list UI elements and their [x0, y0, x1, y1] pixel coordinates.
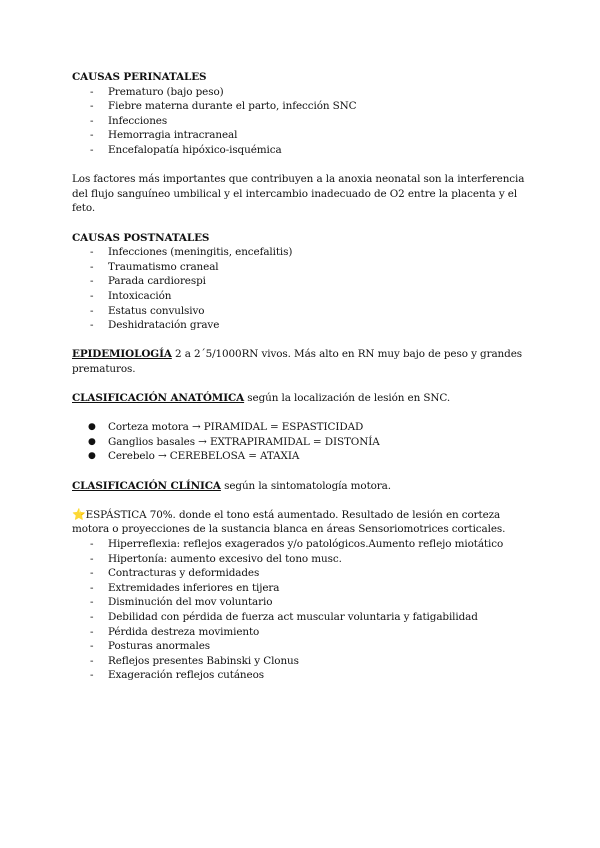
dash-icon: - — [90, 654, 94, 667]
dash-icon: - — [90, 567, 94, 580]
list-item: - Intoxicación — [90, 289, 172, 302]
star-icon: ⭐ — [72, 507, 86, 521]
dash-icon: - — [90, 304, 94, 317]
list-item: - Reflejos presentes Babinski y Clonus — [90, 654, 299, 667]
dash-icon: - — [90, 275, 94, 288]
dash-icon: - — [90, 552, 94, 565]
list-item: - Prematuro (bajo peso) — [90, 85, 224, 98]
espastica-text: ESPÁSTICA 70%. donde el tono está aumentado. Resultado de lesión en corteza motora o proyecciones de la sustancia blanca en áreas Sensoriomotrices corticales. — [72, 508, 506, 536]
list-item: - Traumatismo craneal — [90, 260, 219, 273]
list-item: - Deshidratación grave — [90, 319, 220, 332]
bullet-icon: ● — [88, 422, 96, 433]
list-item: - Extremidades inferiores en tijera — [90, 581, 280, 594]
list-clasificacion-anatomica — [72, 420, 530, 464]
clasificacion-anatomica-paragraph — [72, 391, 530, 406]
dash-icon: - — [90, 625, 94, 638]
epidemiologia-label: EPIDEMIOLOGÍA — [72, 348, 172, 361]
dash-icon: - — [90, 246, 94, 259]
heading-causas-perinatales: CAUSAS PERINATALES — [72, 71, 207, 83]
anoxia-paragraph: Los factores más importantes que contribuyen a la anoxia neonatal son la interferencia del flujo sanguíneo umbilical y el intercambio inadecuado de O2 entre la placenta y el feto. — [72, 173, 525, 215]
dash-icon: - — [90, 669, 94, 682]
list-item: - Posturas anormales — [90, 640, 210, 653]
dash-icon: - — [90, 596, 94, 609]
dash-icon: - — [90, 319, 94, 332]
list-item: - Estatus convulsivo — [90, 304, 205, 317]
document-page — [72, 70, 530, 683]
clasificacion-clinica-label: CLASIFICACIÓN CLÍNICA — [72, 479, 221, 492]
list-item: - Hipertonía: aumento excesivo del tono musc. — [90, 552, 342, 565]
bullet-icon: ● — [88, 451, 96, 462]
dash-icon: - — [90, 260, 94, 273]
dash-icon: - — [90, 640, 94, 653]
list-item: - Exageración reflejos cutáneos — [90, 669, 264, 682]
espastica-paragraph — [72, 508, 530, 537]
clasificacion-clinica-paragraph — [72, 479, 530, 494]
clasificacion-anatomica-text: según la localización de lesión en SNC. — [244, 392, 451, 405]
list-item: ● Cerebelo → CEREBELOSA = ATAXIA — [88, 450, 300, 463]
list-causas-postnatales — [72, 245, 530, 333]
list-item: - Pérdida destreza movimiento — [90, 625, 260, 638]
clasificacion-anatomica-label: CLASIFICACIÓN ANATÓMICA — [72, 392, 245, 405]
heading-causas-postnatales: CAUSAS POSTNATALES — [72, 231, 210, 244]
dash-icon: - — [90, 100, 94, 113]
bullet-icon: ● — [88, 436, 96, 447]
clasificacion-clinica-text: según la sintomatología motora. — [220, 479, 391, 492]
list-espastica — [72, 537, 530, 683]
list-item: - Contracturas y deformidades — [90, 567, 260, 580]
epidemiologia-text: 2 a 2´5/1000RN vivos. Más alto en RN muy bajo de peso y grandes prematuros. — [72, 348, 522, 375]
dash-icon: - — [90, 581, 94, 594]
dash-icon: - — [90, 114, 94, 127]
dash-icon: - — [90, 129, 94, 142]
dash-icon: - — [90, 610, 94, 623]
list-item: - Infecciones — [90, 114, 168, 127]
list-causas-perinatales — [72, 85, 530, 158]
list-item: - Encefalopatía hipóxico-isquémica — [90, 143, 282, 156]
dash-icon: - — [90, 143, 94, 156]
dash-icon: - — [90, 289, 94, 302]
epidemiologia-paragraph — [72, 347, 530, 376]
list-item: ● Corteza motora → PIRAMIDAL = ESPASTICIDAD — [88, 421, 364, 434]
dash-icon: - — [90, 85, 94, 98]
list-item: - Disminución del mov voluntario — [90, 596, 273, 609]
list-item: - Infecciones (meningitis, encefalitis) — [90, 246, 293, 259]
list-item: - Debilidad con pérdida de fuerza act muscular voluntaria y fatigabilidad — [90, 610, 478, 623]
list-item: ● Ganglios basales → EXTRAPIRAMIDAL = DISTONÍA — [88, 435, 380, 448]
dash-icon: - — [90, 538, 94, 550]
list-item: - Fiebre materna durante el parto, infección SNC — [90, 100, 357, 113]
list-item: - Hiperreflexia: reflejos exagerados y/o patológicos.Aumento reflejo miotático — [90, 538, 504, 550]
list-item: - Hemorragia intracraneal — [90, 129, 238, 142]
list-item: - Parada cardiorespi — [90, 275, 206, 288]
